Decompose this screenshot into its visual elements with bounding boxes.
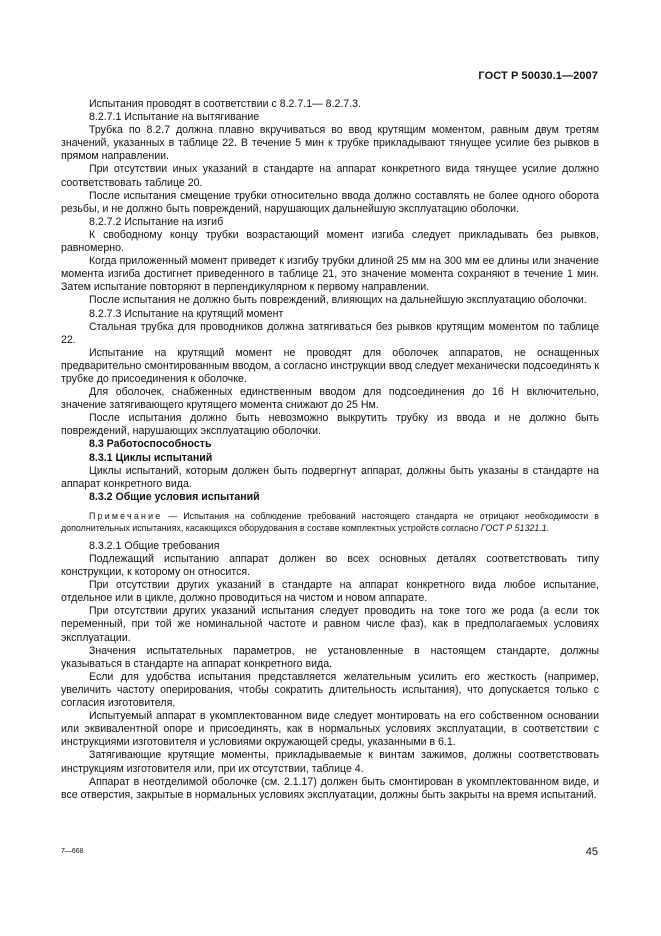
body-paragraph: Стальная трубка для проводников должна затягиваться без рывков крутящим моментом по таблице 22. (61, 320, 599, 346)
section-8-3-2-1 (61, 540, 599, 802)
body-paragraph: Значения испытательных параметров, не установленные в настоящем стандарте, должны указываться в стандарте на аппарат конкретного вида. (61, 644, 599, 670)
body-paragraph: Аппарат в неотделимой оболочке (см. 2.1.17) должен быть смонтирован в укомплектованном виде, и все отверстия, закрытые в нормальных условиях эксплуатации, должны быть закрыты на время испытаний. (61, 775, 599, 801)
section-heading: 8.3 Работоспособность (89, 438, 212, 451)
body-paragraph: К свободному концу трубки возрастающий момент изгиба следует прикладывать без рывков, равномерно. (61, 228, 599, 255)
body-paragraph: Когда приложенный момент приведет к изгибу трубки длиной 25 мм на 300 мм ее длины или значение момента изгиба достигнет приведенного в таблице 21, это значение момента сохраняют в течение 1 мин. Затем испытание повторяют в перпендикулярном к первому направлении. (61, 255, 599, 294)
body-paragraph: Затягивающие крутящие моменты, прикладываемые к винтам зажимов, должны соответствовать инструкциям изготовителя или, при их отсутствии, таблице 4. (61, 749, 599, 775)
body-paragraph: Испытание на крутящий момент не проводят для оболочек аппаратов, не оснащенных предварительно смонтированным вводом, а согласно инструкции ввод следует механически подсоединять к трубке до присоединения к оболочке. (61, 346, 599, 385)
body-paragraph: Если для удобства испытания представляется желательным усилить его жесткость (например, увеличить частоту оперирования, чтобы сократить длительность испытания), что допускается только с согласия изготовителя. (61, 670, 599, 710)
section-heading: 8.3.2 Общие условия испытаний (89, 490, 260, 503)
body-paragraph: Для оболочек, снабженных единственным вводом для подсоединения до 16 Н включительно, значение затягивающего крутящего момента снижают до 25 Нм. (61, 386, 599, 412)
document-body (61, 98, 599, 802)
body-paragraph: После испытания смещение трубки относительно ввода должно составлять не более одного оборота резьбы, и не должно быть повреждений, нарушающих дальнейшую эксплуатацию оболочки. (61, 189, 599, 215)
body-paragraph: После испытания должно быть невозможно выкрутить трубку из ввода и не должно быть повреждений, нарушающих эксплуатацию оболочки. (61, 412, 599, 438)
body-paragraph: При отсутствии других указаний в стандарте на аппарат конкретного вида любое испытание, отдельное или в цикле, должно проводиться на чистом и новом аппарате. (61, 579, 599, 605)
section-8-2-7 (61, 98, 599, 504)
standard-id-header: ГОСТ Р 50030.1—2007 (478, 70, 598, 82)
body-paragraph: Испытания проводят в соответствии с 8.2.7.1— 8.2.7.3. (89, 98, 361, 110)
body-paragraph: После испытания не должно быть повреждений, влияющих на дальнейшую эксплуатацию оболочки. (89, 294, 587, 307)
note-label: Примечание (89, 510, 163, 521)
body-paragraph: Трубка по 8.2.7 должна плавно вкручиваться во ввод крутящим моментом, равным двум третям значений, указанных в таблице 22. В течение 5 мин к трубке прикладывают тянущее усилие без рывков в прямом направлении. (61, 124, 599, 163)
note-reference: ГОСТ Р 51321.1 (480, 522, 547, 533)
footer-code: 7—668 (61, 848, 84, 855)
section-heading: 8.2.7.3 Испытание на крутящий момент (89, 307, 284, 320)
note-end: . (546, 522, 550, 533)
section-heading: 8.2.7.2 Испытание на изгиб (89, 215, 224, 228)
body-paragraph: Испытуемый аппарат в укомплектованном виде следует монтировать на его собственном основании или эквивалентной опоре и присоединять, как в нормальных условиях эксплуатации, в соответствии с инструкциями изготовителя и условиями окружающей среды, указанными в 6.1. (61, 710, 599, 749)
page-number: 45 (585, 846, 598, 858)
section-heading: 8.3.1 Циклы испытаний (89, 451, 213, 464)
body-paragraph: Циклы испытаний, которым должен быть подвергнут аппарат, должны быть указаны в стандарте на аппарат конкретного вида. (61, 464, 599, 490)
body-paragraph: При отсутствии иных указаний в стандарте на аппарат конкретного вида тянущее усилие должно соответствовать таблице 20. (61, 163, 599, 189)
body-paragraph: Подлежащий испытанию аппарат должен во всех основных деталях соответствовать типу конструкции, к которому он относится. (61, 553, 599, 579)
section-heading: 8.3.2.1 Общие требования (89, 539, 220, 552)
body-paragraph: При отсутствии других указаний испытания следует проводить на токе того же рода (а если ток переменный, при той же номинальной частоте и равном числе фаз), как в предполагаемых условиях эксплуатации. (61, 605, 599, 644)
note-text: — Испытания на соблюдение требований настоящего стандарта не отрицают необходимости в дополнительных испытаниях, касающихся оборудования в составе комплектных устройств согласно (61, 510, 599, 533)
note-paragraph (61, 510, 599, 534)
section-heading: 8.2.7.1 Испытание на вытягивание (89, 111, 260, 124)
